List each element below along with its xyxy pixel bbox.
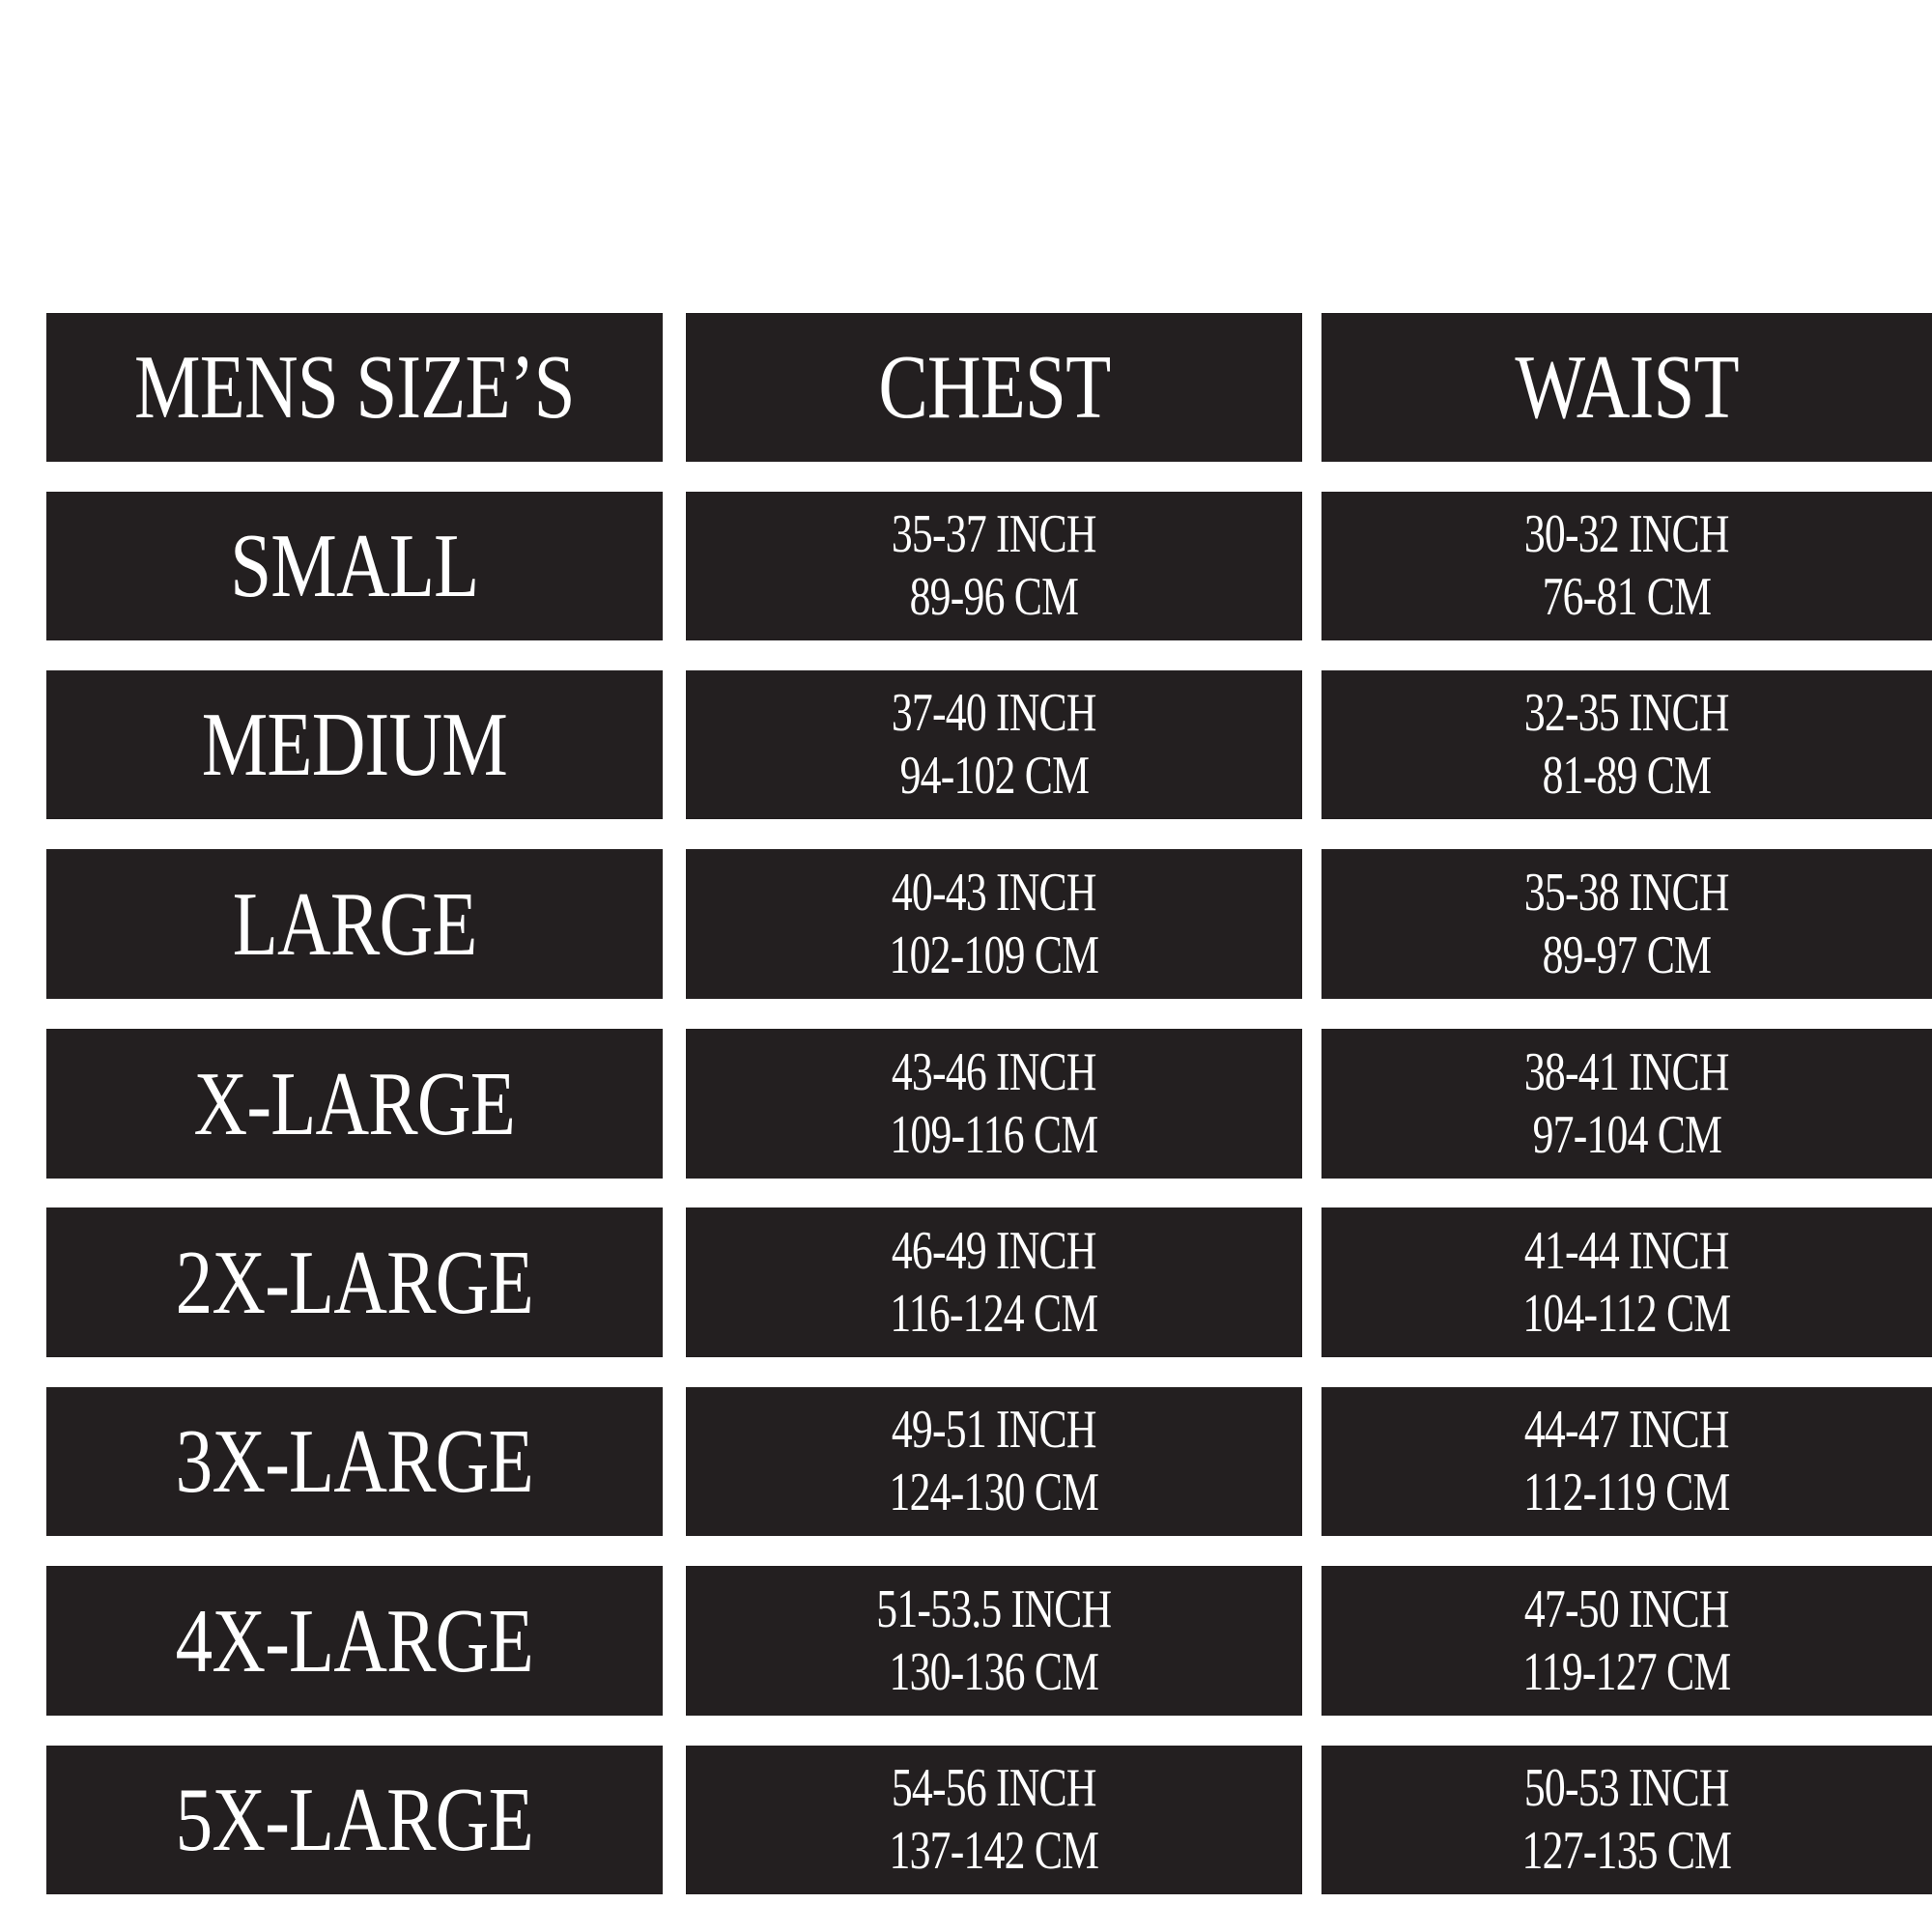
waist-inch-value: 41-44 INCH: [1524, 1220, 1729, 1281]
chest-cell: [686, 849, 1302, 999]
chest-inch-value: 37-40 INCH: [892, 683, 1096, 743]
chest-inch-value: 43-46 INCH: [892, 1041, 1096, 1102]
chest-inch-value: 54-56 INCH: [892, 1758, 1096, 1818]
header-size-cell: [46, 313, 663, 462]
waist-cm-value: 81-89 CM: [1542, 746, 1712, 806]
header-waist-cell: [1321, 313, 1932, 462]
chest-cm-value: 124-130 CM: [889, 1463, 1099, 1522]
waist-inch-value: 35-38 INCH: [1524, 862, 1729, 923]
chest-cm-value: 89-96 CM: [909, 567, 1079, 627]
chest-cell: [686, 1566, 1302, 1716]
chest-inch-value: 40-43 INCH: [892, 862, 1096, 923]
waist-cm-value: 89-97 CM: [1542, 924, 1712, 985]
size-label: LARGE: [232, 873, 477, 975]
size-cell: [46, 670, 663, 819]
waist-cm-value: 104-112 CM: [1522, 1283, 1731, 1344]
chest-cm-value: 130-136 CM: [889, 1641, 1099, 1702]
header-chest-label: CHEST: [877, 337, 1111, 438]
chest-inch-value: 35-37 INCH: [892, 504, 1096, 564]
size-label: 4X-LARGE: [175, 1590, 534, 1691]
size-label: 5X-LARGE: [175, 1770, 534, 1870]
chest-cell: [686, 1029, 1302, 1179]
waist-inch-value: 32-35 INCH: [1524, 683, 1729, 743]
waist-cm-value: 112-119 CM: [1523, 1463, 1730, 1522]
size-label: X-LARGE: [193, 1053, 516, 1154]
chest-cm-value: 109-116 CM: [890, 1104, 1098, 1165]
waist-cell: [1321, 1746, 1932, 1894]
waist-cell: [1321, 670, 1932, 819]
chest-cm-value: 137-142 CM: [889, 1821, 1099, 1881]
size-cell: [46, 1566, 663, 1716]
chest-inch-value: 49-51 INCH: [892, 1400, 1096, 1460]
waist-cell: [1321, 849, 1932, 999]
chest-cell: [686, 492, 1302, 640]
size-label: MEDIUM: [201, 695, 508, 795]
chest-cell: [686, 1208, 1302, 1357]
chest-cell: [686, 1746, 1302, 1894]
size-cell: [46, 1387, 663, 1536]
waist-cm-value: 76-81 CM: [1542, 567, 1712, 627]
waist-cell: [1321, 1387, 1932, 1536]
waist-inch-value: 38-41 INCH: [1524, 1041, 1729, 1102]
size-cell: [46, 492, 663, 640]
size-cell: [46, 1746, 663, 1894]
chest-inch-value: 46-49 INCH: [892, 1220, 1096, 1281]
size-cell: [46, 1208, 663, 1357]
waist-inch-value: 50-53 INCH: [1524, 1758, 1729, 1818]
chest-inch-value: 51-53.5 INCH: [876, 1578, 1112, 1639]
size-label: SMALL: [230, 516, 479, 616]
waist-cell: [1321, 1566, 1932, 1716]
waist-cell: [1321, 1208, 1932, 1357]
chest-cell: [686, 1387, 1302, 1536]
header-chest-cell: [686, 313, 1302, 462]
header-waist-label: WAIST: [1515, 337, 1739, 438]
size-cell: [46, 849, 663, 999]
size-cell: [46, 1029, 663, 1179]
chest-cm-value: 94-102 CM: [899, 746, 1089, 806]
waist-cm-value: 119-127 CM: [1522, 1641, 1731, 1702]
chest-cm-value: 116-124 CM: [890, 1283, 1098, 1344]
waist-inch-value: 47-50 INCH: [1524, 1578, 1729, 1639]
chest-cell: [686, 670, 1302, 819]
waist-inch-value: 44-47 INCH: [1524, 1400, 1729, 1460]
waist-cell: [1321, 1029, 1932, 1179]
header-size-label: MENS SIZE’S: [134, 337, 575, 438]
waist-cell: [1321, 492, 1932, 640]
waist-cm-value: 127-135 CM: [1521, 1821, 1732, 1881]
size-label: 2X-LARGE: [175, 1232, 534, 1333]
chest-cm-value: 102-109 CM: [889, 924, 1099, 985]
waist-inch-value: 30-32 INCH: [1524, 504, 1729, 564]
waist-cm-value: 97-104 CM: [1532, 1104, 1721, 1165]
size-label: 3X-LARGE: [175, 1411, 534, 1512]
